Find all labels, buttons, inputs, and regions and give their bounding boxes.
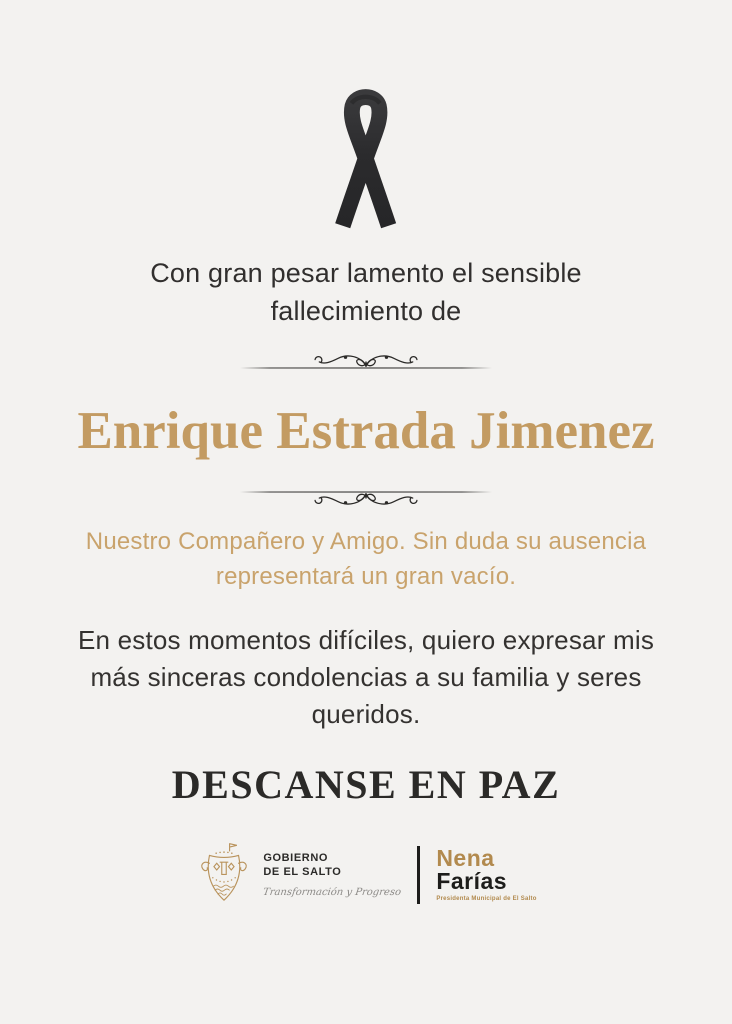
- intro-text: Con gran pesar lamento el sensible fallecimiento de: [150, 258, 582, 327]
- vertical-separator: [417, 846, 420, 904]
- ornamental-divider-top: [240, 351, 492, 375]
- footer-logos: [195, 842, 536, 908]
- condolence-text: En estos momentos difíciles, quiero expresar mis más sinceras condolencias a su familia y seres queridos.: [77, 625, 655, 729]
- official-logo: [436, 844, 537, 902]
- official-last-name: Farías: [436, 867, 508, 894]
- government-motto: Transformación y Progreso: [262, 886, 403, 898]
- tribute-text: Nuestro Compañero y Amigo. Sin duda su ausencia representará un gran vacío.: [85, 528, 647, 590]
- el-salto-coat-of-arms-icon: [195, 842, 253, 908]
- rest-in-peace-text: DESCANSE EN PAZ: [171, 761, 561, 807]
- official-title: Presidenta Municipal de El Salto: [436, 895, 537, 902]
- official-first-name: Nena: [436, 844, 495, 871]
- mourning-ribbon-icon: [311, 70, 420, 234]
- deceased-name: Enrique Estrada Jimenez: [77, 401, 655, 460]
- ornamental-divider-bottom: [240, 485, 492, 509]
- government-name-line2: DE EL SALTO: [263, 865, 342, 878]
- government-logo: [195, 842, 401, 908]
- government-name-line1: GOBIERNO: [263, 852, 329, 865]
- government-wordmark: [263, 852, 401, 898]
